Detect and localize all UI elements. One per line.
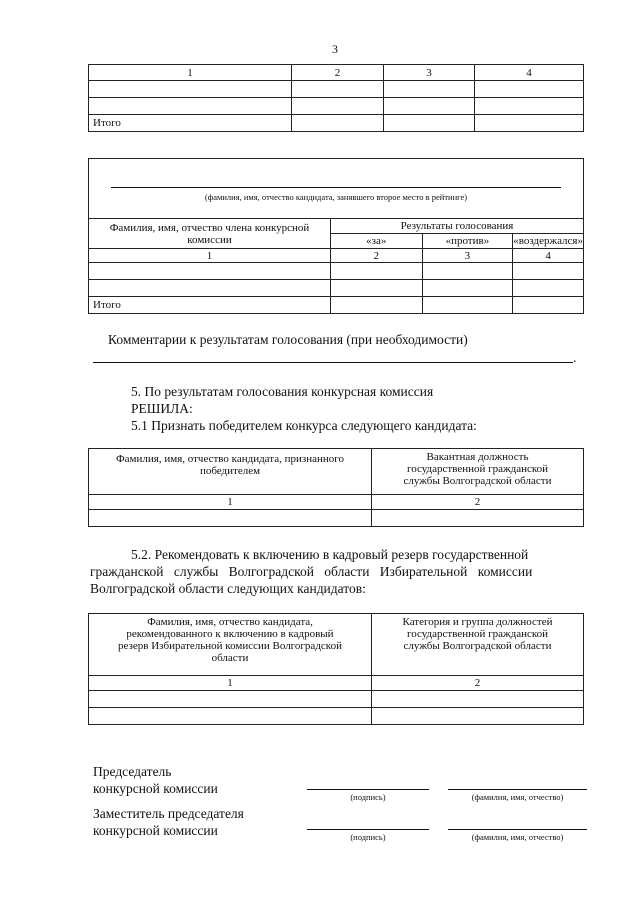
deputy-name-line bbox=[448, 829, 587, 830]
total-label: Итого bbox=[89, 297, 331, 314]
total-row bbox=[89, 115, 584, 132]
deputy-signature-line bbox=[307, 829, 429, 830]
position-category-header: Категория и группа должностей государственной гражданской службы Волгоградской области bbox=[372, 614, 584, 676]
comments-line bbox=[93, 362, 573, 363]
column-number: 2 bbox=[292, 65, 384, 81]
column-number: 3 bbox=[422, 249, 513, 263]
chair-title-line1: Председатель bbox=[93, 764, 172, 779]
section5-line1: 5. По результатам голосования конкурсная комиссия bbox=[131, 384, 434, 399]
section52-line2: гражданской службы Волгоградской области Избирательной комиссии bbox=[90, 564, 533, 579]
column-number: 1 bbox=[89, 676, 372, 691]
column-number: 1 bbox=[89, 65, 292, 81]
section5-line2: РЕШИЛА: bbox=[131, 401, 193, 416]
results-header: Результаты голосования bbox=[331, 219, 584, 234]
column-number: 1 bbox=[89, 249, 331, 263]
vote-against-header: «против» bbox=[422, 234, 513, 249]
deputy-title-line1: Заместитель председателя bbox=[93, 806, 244, 821]
vote-for-header: «за» bbox=[331, 234, 423, 249]
chair-name-caption: (фамилия, имя, отчество) bbox=[471, 792, 564, 802]
column-number: 1 bbox=[89, 495, 372, 510]
column-number: 4 bbox=[475, 65, 584, 81]
voting-table-continuation bbox=[88, 64, 584, 132]
section5-line3: 5.1 Признать победителем конкурса следующего кандидата: bbox=[131, 418, 477, 433]
deputy-signature-caption: (подпись) bbox=[350, 832, 386, 842]
comments-end: . bbox=[573, 350, 577, 365]
member-header: Фамилия, имя, отчество члена конкурсной комиссии bbox=[89, 219, 331, 249]
table-row bbox=[89, 263, 584, 280]
table-row bbox=[89, 510, 584, 527]
chair-signature-line bbox=[307, 789, 429, 790]
chair-title-line2: конкурсной комиссии bbox=[93, 781, 218, 796]
column-number: 4 bbox=[513, 249, 584, 263]
vote-abstained-header: «воздержался» bbox=[513, 235, 583, 247]
vacancy-header: Вакантная должность государственной гражданской службы Волгоградской области bbox=[372, 449, 584, 495]
chair-signature-caption: (подпись) bbox=[350, 792, 386, 802]
column-number: 2 bbox=[331, 249, 423, 263]
winner-table bbox=[88, 448, 584, 527]
winner-name-header: Фамилия, имя, отчество кандидата, признанного победителем bbox=[89, 449, 372, 495]
total-row bbox=[89, 297, 584, 314]
chair-name-line bbox=[448, 789, 587, 790]
table-row bbox=[89, 81, 584, 98]
section52-line3: Волгоградской области следующих кандидатов: bbox=[90, 581, 366, 596]
deputy-name-caption: (фамилия, имя, отчество) bbox=[471, 832, 564, 842]
candidate-cell bbox=[89, 159, 584, 219]
table-row bbox=[89, 280, 584, 297]
reserve-table bbox=[88, 613, 584, 725]
total-label: Итого bbox=[89, 115, 292, 132]
column-number: 2 bbox=[372, 495, 584, 510]
reserve-candidate-header: Фамилия, имя, отчество кандидата, рекомендованного к включению в кадровый резерв Избирательной комиссии Волгоградской области bbox=[89, 614, 372, 676]
page-number: 3 bbox=[332, 42, 338, 56]
table-row bbox=[89, 98, 584, 115]
table-row bbox=[89, 691, 584, 708]
candidate-caption: (фамилия, имя, отчество кандидата, занявшего второе место в рейтинге) bbox=[204, 192, 468, 202]
section52-line1: 5.2. Рекомендовать к включению в кадровый резерв государственной bbox=[131, 547, 529, 562]
column-number: 3 bbox=[384, 65, 475, 81]
deputy-title-line2: конкурсной комиссии bbox=[93, 823, 218, 838]
comments-label: Комментарии к результатам голосования (при необходимости) bbox=[108, 332, 468, 347]
table-row bbox=[89, 708, 584, 725]
column-number: 2 bbox=[372, 676, 584, 691]
voting-table-second-place bbox=[88, 158, 584, 314]
